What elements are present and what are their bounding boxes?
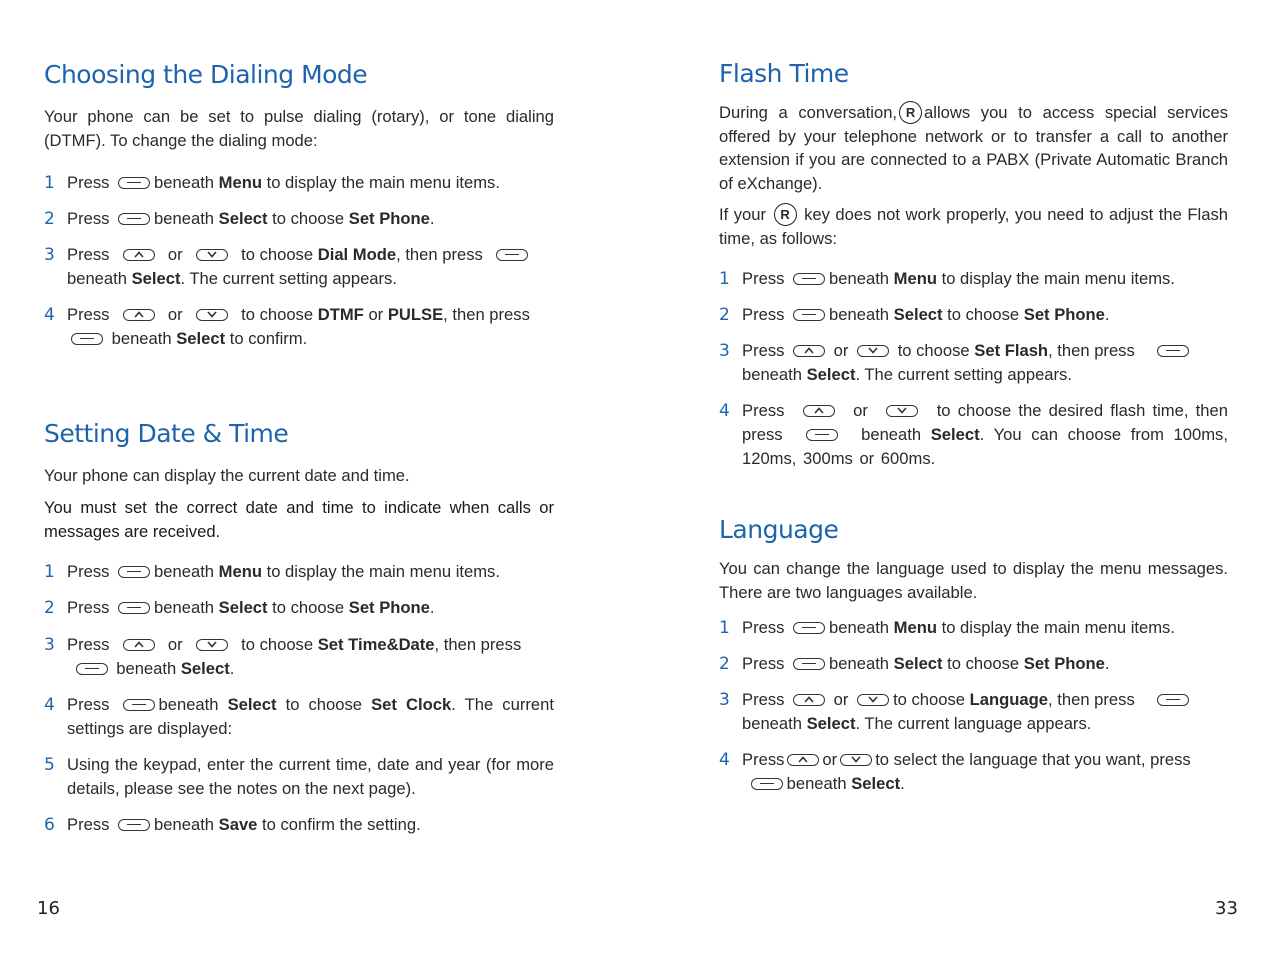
date-step-6: 6 Press beneath Save to confirm the setting. — [44, 815, 421, 835]
softkey-icon — [118, 602, 150, 614]
r-flash-key-icon: R — [774, 203, 797, 226]
down-arrow-key-icon — [196, 309, 228, 321]
up-arrow-key-icon — [123, 249, 155, 261]
step-number: 4 — [719, 401, 730, 421]
step-number: 3 — [44, 635, 55, 655]
left-page-number: 16 — [37, 898, 60, 919]
date-time-heading: Setting Date & Time — [44, 419, 289, 448]
flash-time-intro: During a conversation, R allows you to access special services offered by your telephone network or to transfer a call to another extension if you are connected to a PABX (Private Automatic Branch of eXchange). — [719, 103, 1228, 193]
up-arrow-key-icon — [803, 405, 835, 417]
step-number: 5 — [44, 755, 55, 775]
up-arrow-key-icon — [793, 694, 825, 706]
step-number: 1 — [719, 618, 730, 638]
date-step-2: 2 Press beneath Select to choose Set Phone. — [44, 598, 435, 618]
flash-step-3: 3 Press or to choose Set Flash, then press beneath Select. The current setting appears. — [719, 339, 1228, 387]
step-number: 1 — [719, 269, 730, 289]
softkey-icon — [1157, 345, 1189, 357]
down-arrow-key-icon — [196, 249, 228, 261]
down-arrow-key-icon — [886, 405, 918, 417]
step-number: 3 — [44, 245, 55, 265]
softkey-icon — [496, 249, 528, 261]
up-arrow-key-icon — [793, 345, 825, 357]
flash-time-heading: Flash Time — [719, 59, 849, 88]
lang-step-2: 2 Press beneath Select to choose Set Phone. — [719, 654, 1110, 674]
step-number: 1 — [44, 562, 55, 582]
step-number: 3 — [719, 690, 730, 710]
softkey-icon — [793, 658, 825, 670]
step-number: 2 — [44, 209, 55, 229]
softkey-icon — [118, 819, 150, 831]
step-number: 4 — [719, 750, 730, 770]
date-step-3: 3 Press or to choose Set Time&Date, then press beneath Select. — [44, 635, 522, 678]
down-arrow-key-icon — [857, 345, 889, 357]
softkey-icon — [123, 699, 155, 711]
date-time-intro: Your phone can display the current date and time. — [44, 466, 410, 485]
flash-step-1: 1 Press beneath Menu to display the main menu items. — [719, 269, 1175, 289]
softkey-icon — [751, 778, 783, 790]
step-number: 6 — [44, 815, 55, 835]
r-flash-key-icon: R — [899, 101, 922, 124]
down-arrow-key-icon — [196, 639, 228, 651]
step-number: 1 — [44, 173, 55, 193]
date-step-5: 5 Using the keypad, enter the current time, date and year (for more details, please see the notes on the next page). — [44, 755, 554, 798]
dialing-mode-heading: Choosing the Dialing Mode — [44, 60, 368, 89]
step-number: 2 — [44, 598, 55, 618]
dial-step-3: 3 Press or to choose Dial Mode, then press beneath Select. The current setting appears. — [44, 243, 554, 291]
step-number: 3 — [719, 341, 730, 361]
softkey-icon — [806, 429, 838, 441]
softkey-icon — [118, 213, 150, 225]
date-time-note: You must set the correct date and time to indicate when calls or messages are received. — [44, 498, 554, 541]
softkey-icon — [118, 566, 150, 578]
step-number: 4 — [44, 695, 55, 715]
language-heading: Language — [719, 515, 839, 544]
up-arrow-key-icon — [123, 639, 155, 651]
dial-step-2: 2 Press beneath Select to choose Set Phone. — [44, 209, 435, 229]
dial-step-1: 1 Press beneath Menu to display the main menu items. — [44, 173, 500, 193]
softkey-icon — [71, 333, 103, 345]
dial-step-4: 4 Press or to choose DTMF or PULSE, then press beneath Select to confirm. — [44, 305, 530, 348]
up-arrow-key-icon — [787, 754, 819, 766]
softkey-icon — [793, 622, 825, 634]
right-page-number: 33 — [1215, 898, 1238, 919]
down-arrow-key-icon — [857, 694, 889, 706]
step-number: 2 — [719, 654, 730, 674]
language-intro: You can change the language used to display the menu messages. There are two languages available. — [719, 559, 1228, 602]
up-arrow-key-icon — [123, 309, 155, 321]
lang-step-1: 1 Press beneath Menu to display the main menu items. — [719, 618, 1175, 638]
step-number: 2 — [719, 305, 730, 325]
softkey-icon — [118, 177, 150, 189]
lang-step-3: 3 Press or to choose Language, then press beneath Select. The current language appears. — [719, 688, 1228, 736]
dialing-mode-intro: Your phone can be set to pulse dialing (rotary), or tone dialing (DTMF). To change the dialing mode: — [44, 107, 554, 150]
date-step-4: 4 Press beneath Select to choose Set Clock. The current settings are displayed: — [44, 695, 554, 738]
softkey-icon — [1157, 694, 1189, 706]
softkey-icon — [793, 273, 825, 285]
step-number: 4 — [44, 305, 55, 325]
flash-step-4: 4 Press or to choose the desired flash time, then press beneath Select. You can choose from 100ms, 120ms, 300ms or 600ms. — [719, 401, 1228, 468]
softkey-icon — [793, 309, 825, 321]
down-arrow-key-icon — [840, 754, 872, 766]
lang-step-4: 4 Press or to select the language that you want, press beneath Select. — [719, 750, 1191, 793]
flash-time-note: If your R key does not work properly, you need to adjust the Flash time, as follows: — [719, 205, 1228, 249]
date-step-1: 1 Press beneath Menu to display the main menu items. — [44, 562, 500, 582]
softkey-icon — [76, 663, 108, 675]
flash-step-2: 2 Press beneath Select to choose Set Phone. — [719, 305, 1110, 325]
